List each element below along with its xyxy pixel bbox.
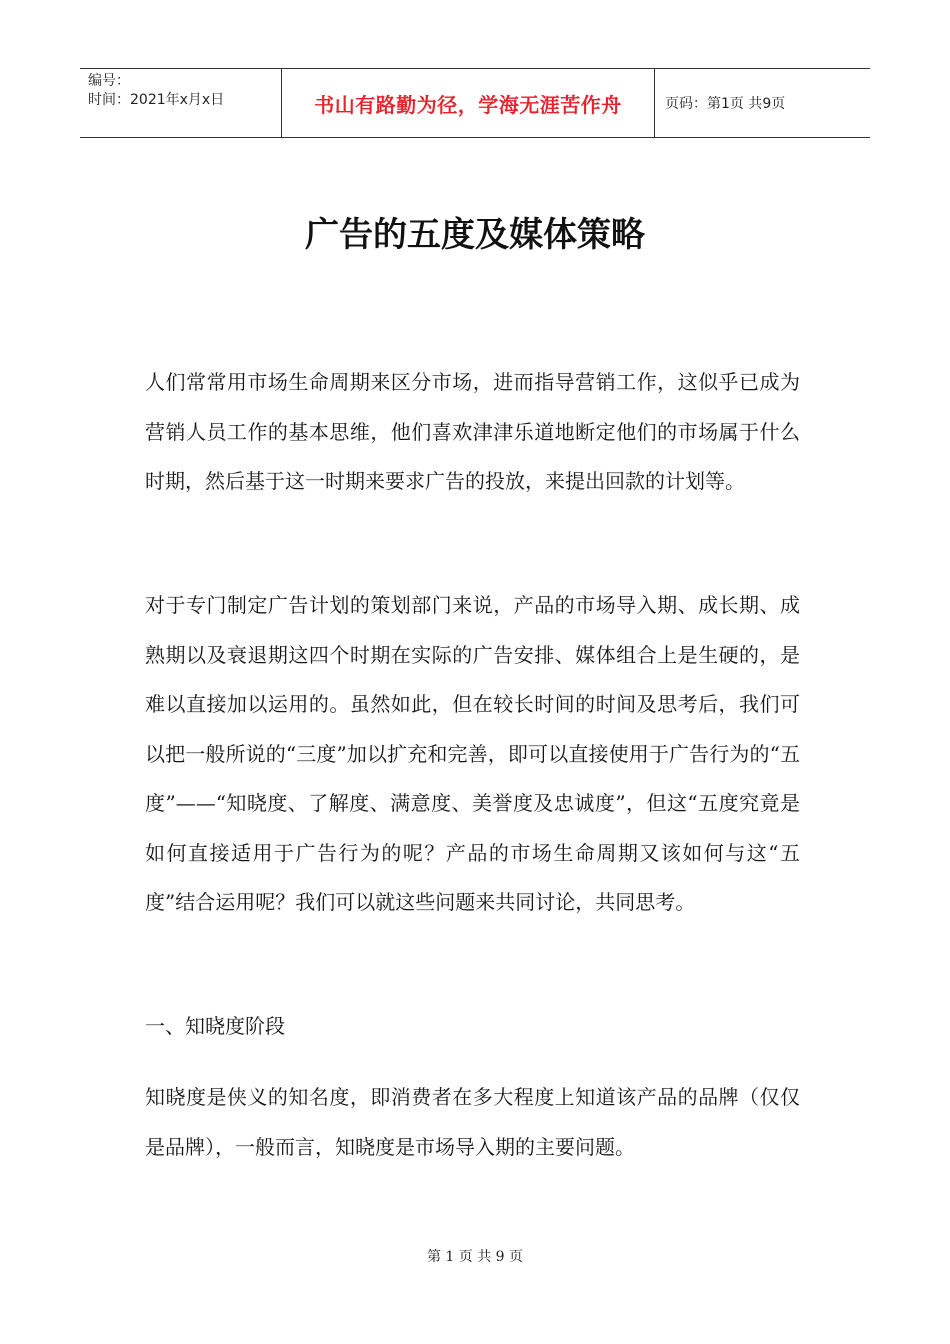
document-number-label: 编号： xyxy=(88,73,130,89)
paragraph-five-degrees: 对于专门制定广告计划的策划部门来说，产品的市场导入期、成长期、成熟期以及衰退期这四个时期在实际的广告安排、媒体组合上是生硬的，是难以直接加以运用的。虽然如此，但在较长时间的时间及思考后，我们可以把一般所说的“三度”加以扩充和完善，即可以直接使用于广告行为的“五度”——“知晓度、了解度、满意度、美誉度及忠诚度”，但这“五度究竟是如何直接适用于广告行为的呢？产品的市场生命周期又该如何与这“五度”结合运用呢？我们可以就这些问题来共同讨论，共同思考。 xyxy=(145,593,800,914)
header-motto: 书山有路勤为径，学海无涯苦作舟 xyxy=(281,69,655,137)
document-date-label: 时间：2021年x月x日 xyxy=(88,92,225,108)
header-page-info: 页码：第1页 共9页 xyxy=(665,96,786,112)
document-header xyxy=(80,68,870,138)
header-meta-cell xyxy=(80,69,281,137)
section-heading-awareness: 一、知晓度阶段 xyxy=(145,1014,285,1038)
page-footer: 第 1 页 共 9 页 xyxy=(426,1249,524,1265)
paragraph-awareness: 知晓度是侠义的知名度，即消费者在多大程度上知道该产品的品牌（仅仅是品牌），一般而言，知晓度是市场导入期的主要问题。 xyxy=(145,1085,800,1159)
paragraph-intro: 人们常常用市场生命周期来区分市场，进而指导营销工作，这似乎已成为营销人员工作的基本思维，他们喜欢津津乐道地断定他们的市场属于什么时期，然后基于这一时期来要求广告的投放，来提出回款的计划等。 xyxy=(145,370,800,493)
document-title: 广告的五度及媒体策略 xyxy=(305,215,645,255)
